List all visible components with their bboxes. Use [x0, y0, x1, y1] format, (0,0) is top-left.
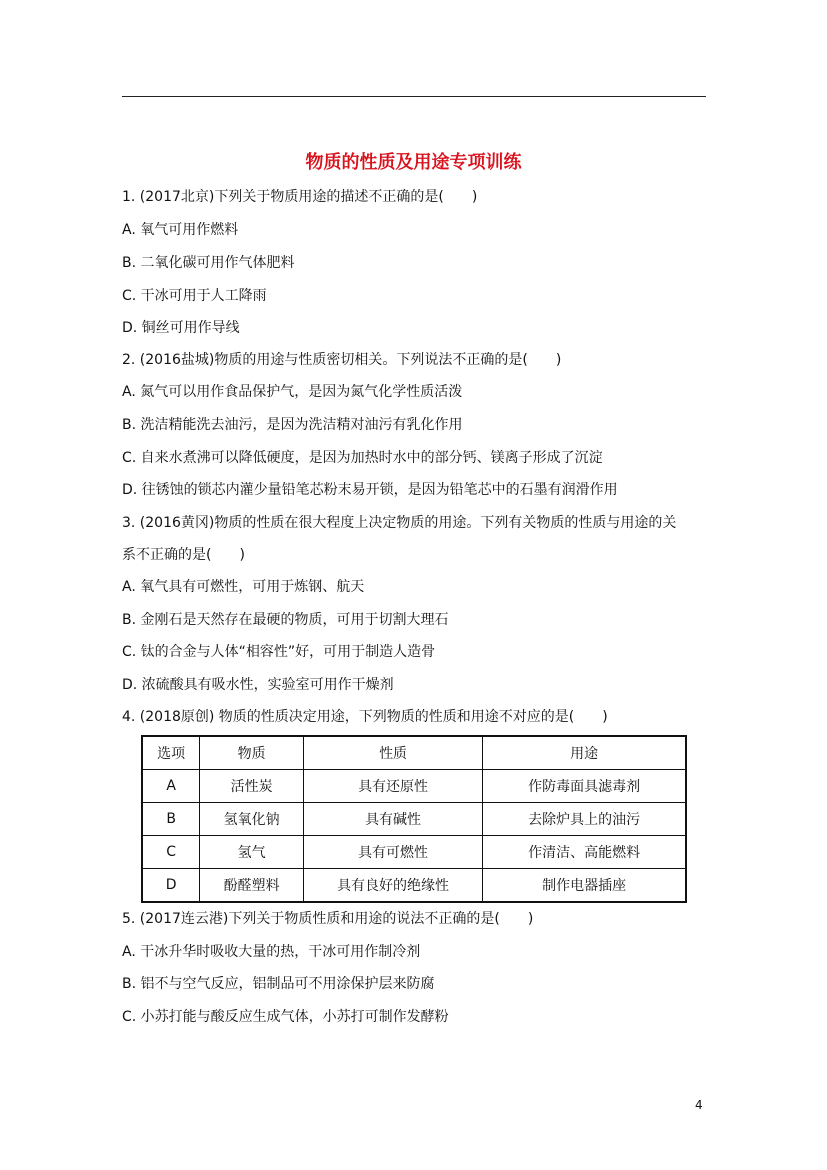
table-row [142, 869, 686, 903]
page-title: 物质的性质及用途专项训练 [305, 152, 522, 173]
column-header: 物质 [200, 736, 304, 770]
header-rule [122, 96, 706, 97]
q5-stem: 5. (2017连云港)下列关于物质性质和用途的说法不正确的是( ) [122, 911, 534, 927]
table-cell: 酚醛塑料 [200, 869, 304, 903]
table-cell: B [142, 803, 200, 836]
table-cell: A [142, 770, 200, 803]
q2-option-b: B. 洗洁精能洗去油污，是因为洗洁精对油污有乳化作用 [122, 417, 463, 433]
q2-option-d: D. 往锈蚀的锁芯内灌少量铅笔芯粉末易开锁，是因为铅笔芯中的石墨有润滑作用 [122, 482, 618, 498]
table-cell: 制作电器插座 [483, 869, 686, 903]
table-cell: 活性炭 [200, 770, 304, 803]
q1-stem: 1. (2017北京)下列关于物质用途的描述不正确的是( ) [122, 189, 478, 205]
q5-option-b: B. 铝不与空气反应，铝制品可不用涂保护层来防腐 [122, 976, 435, 992]
q5-option-a: A. 干冰升华时吸收大量的热，干冰可用作制冷剂 [122, 944, 421, 960]
q3-option-d: D. 浓硫酸具有吸水性，实验室可用作干燥剂 [122, 677, 394, 693]
q2-stem: 2. (2016盐城)物质的用途与性质密切相关。下列说法不正确的是( ) [122, 352, 562, 368]
table-cell: 具有还原性 [303, 770, 482, 803]
q1-option-b: B. 二氧化碳可用作气体肥料 [122, 255, 295, 271]
table-cell: 作防毒面具滤毒剂 [483, 770, 686, 803]
table-row [142, 803, 686, 836]
table-cell: 具有碱性 [303, 803, 482, 836]
table-cell: 氢氧化钠 [200, 803, 304, 836]
q3-option-a: A. 氧气具有可燃性，可用于炼钢、航天 [122, 579, 365, 595]
q2-option-a: A. 氮气可以用作食品保护气，是因为氮气化学性质活泼 [122, 384, 463, 400]
q1-option-c: C. 干冰可用于人工降雨 [122, 288, 267, 304]
q3-option-c: C. 钛的合金与人体“相容性”好，可用于制造人造骨 [122, 644, 436, 660]
table-cell: 氢气 [200, 836, 304, 869]
q4-table [141, 735, 687, 903]
table-cell: 作清洁、高能燃料 [483, 836, 686, 869]
column-header: 性质 [303, 736, 482, 770]
q4-stem: 4. (2018原创) 物质的性质决定用途，下列物质的性质和用途不对应的是( ) [122, 709, 608, 725]
column-header: 用途 [483, 736, 686, 770]
q5-option-c: C. 小苏打能与酸反应生成气体，小苏打可制作发酵粉 [122, 1009, 449, 1025]
table-cell: D [142, 869, 200, 903]
q3-option-b: B. 金刚石是天然存在最硬的物质，可用于切割大理石 [122, 612, 449, 628]
table-header-row [142, 736, 686, 770]
table-row [142, 836, 686, 869]
table-cell: 具有良好的绝缘性 [303, 869, 482, 903]
column-header: 选项 [142, 736, 200, 770]
table-cell: 去除炉具上的油污 [483, 803, 686, 836]
table-cell: 具有可燃性 [303, 836, 482, 869]
table-row [142, 770, 686, 803]
q3-stem-line1: 3. (2016黄冈)物质的性质在很大程度上决定物质的用途。下列有关物质的性质与用途的关 [122, 515, 677, 531]
q2-option-c: C. 自来水煮沸可以降低硬度，是因为加热时水中的部分钙、镁离子形成了沉淀 [122, 450, 603, 466]
q1-option-a: A. 氧气可用作燃料 [122, 222, 239, 238]
q1-option-d: D. 铜丝可用作导线 [122, 320, 240, 336]
table-cell: C [142, 836, 200, 869]
q3-stem-line2: 系不正确的是( ) [122, 547, 245, 563]
page-number: 4 [695, 1098, 703, 1112]
